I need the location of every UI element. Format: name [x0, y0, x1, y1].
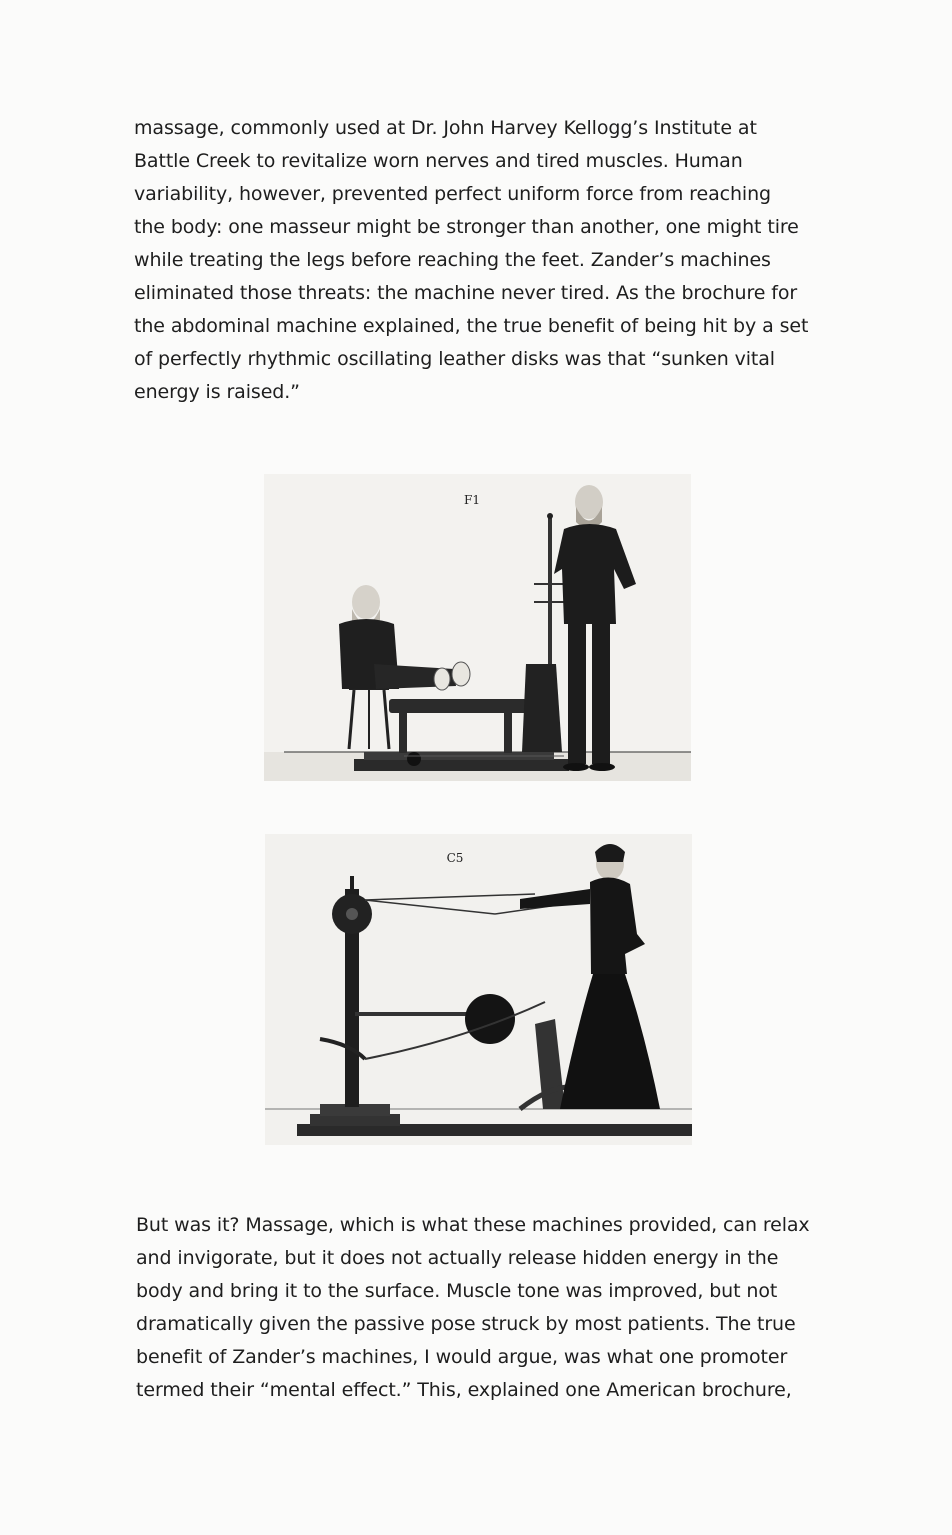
body-paragraph-2	[136, 1209, 810, 1407]
photo-f1-illustration	[264, 474, 691, 781]
text-line: dramatically given the passive pose struck by most patients. The true	[136, 1313, 796, 1335]
text-line: the body: one masseur might be stronger than another, one might tire	[134, 216, 799, 238]
text-line: energy is raised.”	[134, 381, 300, 403]
text-line: and invigorate, but it does not actually release hidden energy in the	[136, 1247, 779, 1269]
photo-c5-illustration	[265, 834, 692, 1145]
plate-label-f1: F1	[464, 493, 480, 507]
body-paragraph-1	[134, 112, 808, 409]
text-line: eliminated those threats: the machine never tired. As the brochure for	[134, 282, 798, 304]
text-line: termed their “mental effect.” This, explained one American brochure,	[136, 1379, 792, 1401]
text-line: Battle Creek to revitalize worn nerves and tired muscles. Human	[134, 150, 743, 172]
text-line: the abdominal machine explained, the true benefit of being hit by a set	[134, 315, 809, 337]
text-line: massage, commonly used at Dr. John Harvey Kellogg’s Institute at	[134, 117, 757, 139]
text-line: body and bring it to the surface. Muscle tone was improved, but not	[136, 1280, 778, 1302]
text-line: of perfectly rhythmic oscillating leather disks was that “sunken vital	[134, 348, 775, 370]
zander-machine-photo-f1	[264, 474, 691, 781]
text-line: while treating the legs before reaching the feet. Zander’s machines	[134, 249, 771, 271]
text-line: variability, however, prevented perfect uniform force from reaching	[134, 183, 771, 205]
text-line: benefit of Zander’s machines, I would argue, was what one promoter	[136, 1346, 788, 1368]
text-line: But was it? Massage, which is what these machines provided, can relax	[136, 1214, 810, 1236]
plate-label-c5: C5	[446, 851, 464, 865]
zander-machine-photo-c5	[265, 834, 692, 1145]
